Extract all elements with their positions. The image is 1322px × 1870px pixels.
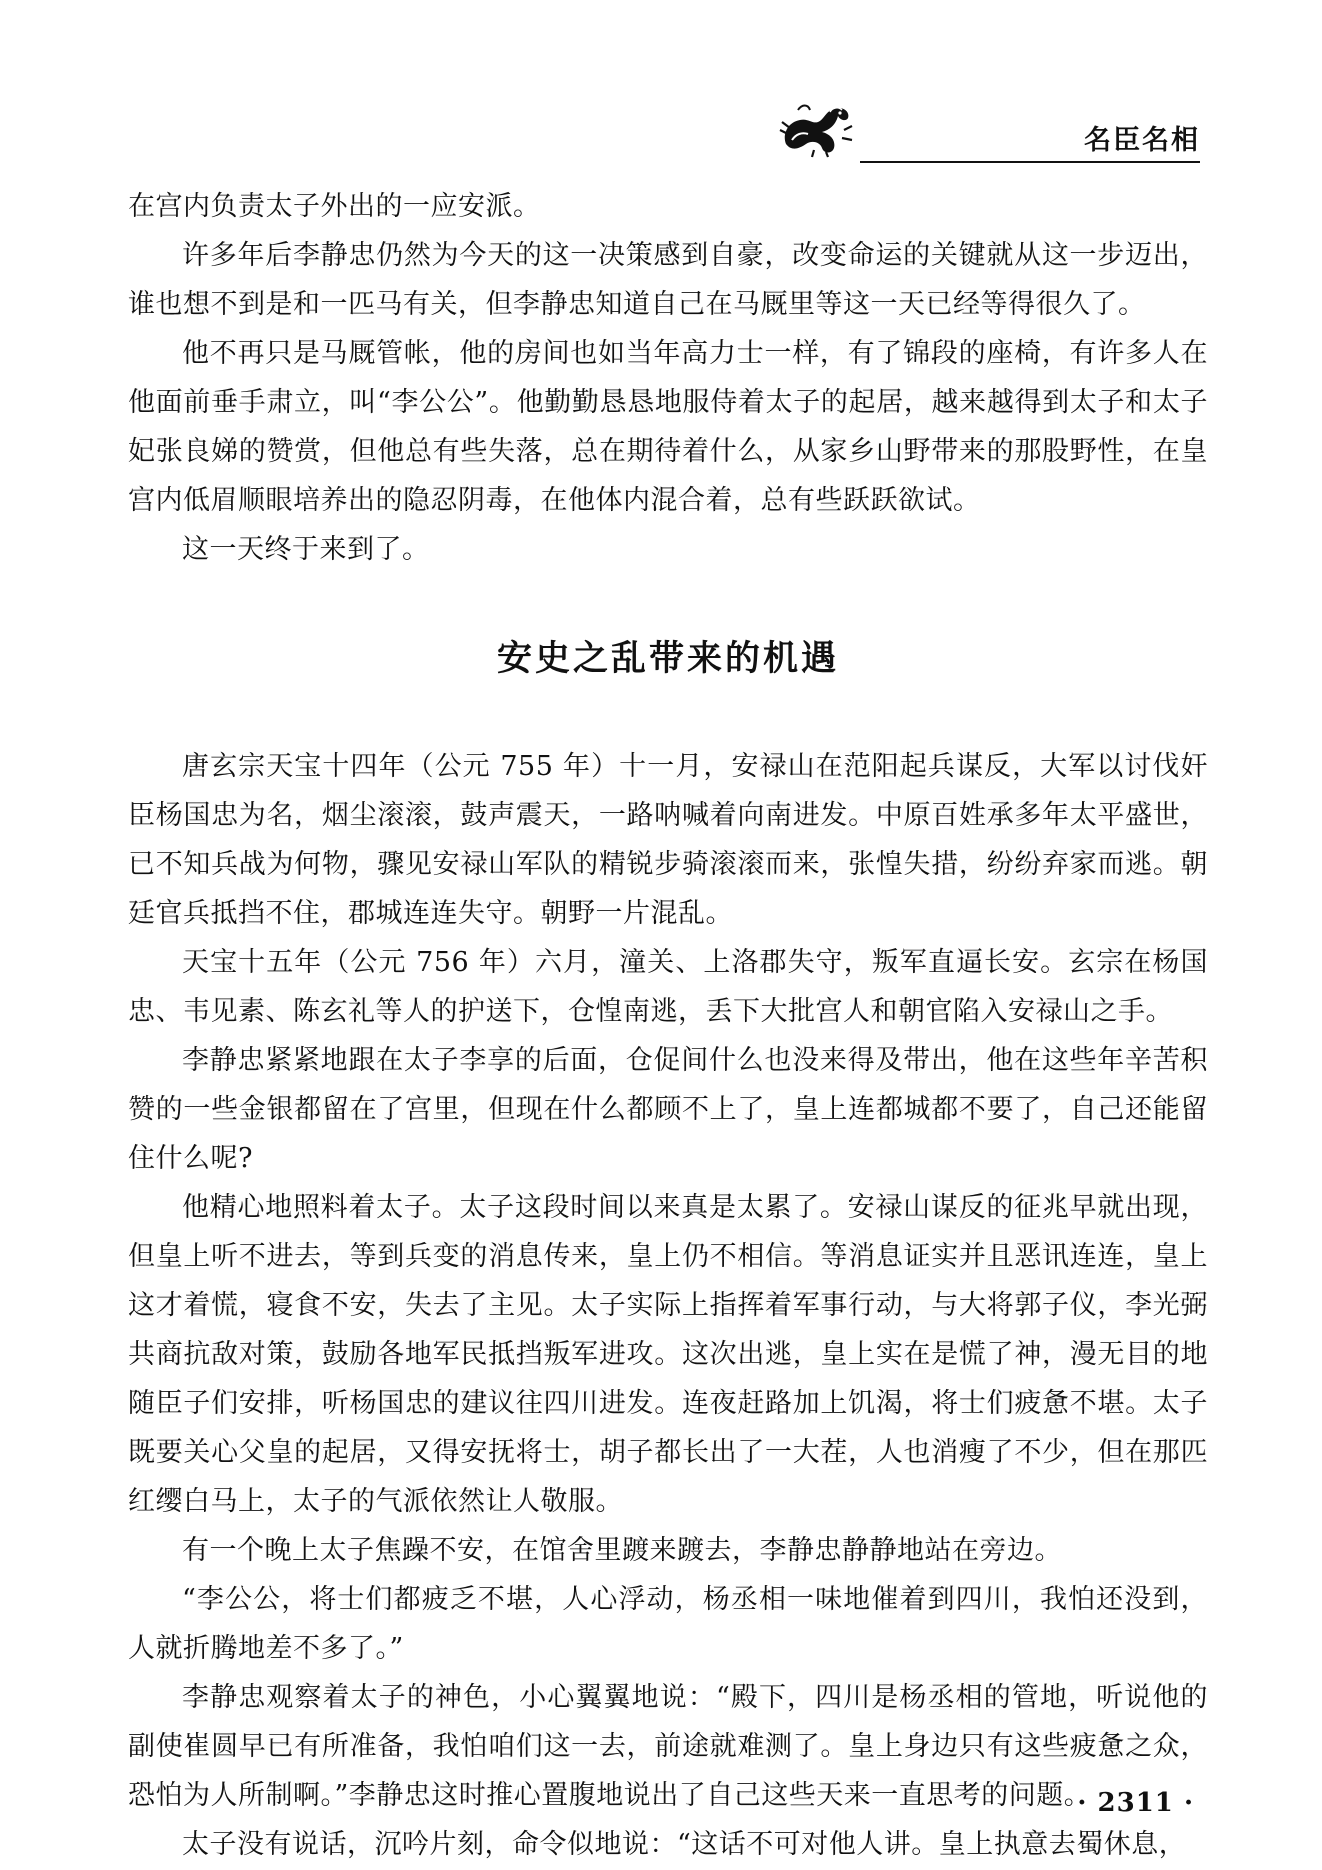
dragon-emblem-icon	[778, 100, 856, 158]
paragraph: 李静忠观察着太子的神色，小心翼翼地说：“殿下，四川是杨丞相的管地，听说他的副使崔圆早已有所准备，我怕咱们这一去，前途就难测了。皇上身边只有这些疲惫之众，恐怕为人所制啊。”李静忠这时推心置腹地说出了自己这些天来一直思考的问题。	[128, 1682, 1208, 1811]
paragraph: 这一天终于来到了。	[182, 534, 430, 565]
paragraph: 天宝十五年（公元 756 年）六月，潼关、上洛郡失守，叛军直逼长安。玄宗在杨国忠、韦见素、陈玄礼等人的护送下，仓惶南逃，丢下大批宫人和朝官陷入安禄山之手。	[128, 947, 1208, 1027]
paragraph: 太子没有说话，沉吟片刻，命令似地说：“这话不可对他人讲。皇上执意去蜀休息，	[182, 1829, 1187, 1860]
running-header	[750, 100, 1200, 160]
paragraph: 唐玄宗天宝十四年（公元 755 年）十一月，安禄山在范阳起兵谋反，大军以讨伐奸臣杨国忠为名，烟尘滚滚，鼓声震天，一路呐喊着向南进发。中原百姓承多年太平盛世，已不知兵战为何物，骤见安禄山军队的精锐步骑滚滚而来，张惶失措，纷纷弃家而逃。朝廷官兵抵挡不住，郡城连连失守。朝野一片混乱。	[128, 751, 1208, 929]
paragraph: 他精心地照料着太子。太子这段时间以来真是太累了。安禄山谋反的征兆早就出现，但皇上听不进去，等到兵变的消息传来，皇上仍不相信。等消息证实并且恶讯连连，皇上这才着慌，寝食不安，失去了主见。太子实际上指挥着军事行动，与大将郭子仪，李光弼共商抗敌对策，鼓励各地军民抵挡叛军进攻。这次出逃，皇上实在是慌了神，漫无目的地随臣子们安排，听杨国忠的建议往四川进发。连夜赶路加上饥渴，将士们疲惫不堪。太子既要关心父皇的起居，又得安抚将士，胡子都长出了一大茬，人也消瘦了不少，但在那匹红缨白马上，太子的气派依然让人敬服。	[128, 1192, 1208, 1517]
section-title: 名臣名相	[1084, 125, 1200, 156]
header-rule	[860, 161, 1200, 163]
paragraph: 他不再只是马厩管帐，他的房间也如当年高力士一样，有了锦段的座椅，有许多人在他面前垂手肃立，叫“李公公”。他勤勤恳恳地服侍着太子的起居，越来越得到太子和太子妃张良娣的赞赏，但他总有些失落，总在期待着什么，从家乡山野带来的那股野性，在皇宫内低眉顺眼培养出的隐忍阴毒，在他体内混合着，总有些跃跃欲试。	[128, 338, 1208, 516]
paragraph: 在宫内负责太子外出的一应安派。	[128, 191, 541, 222]
page-number: · 2311 ·	[1077, 1788, 1194, 1818]
paragraph: 有一个晚上太子焦躁不安，在馆舍里踱来踱去，李静忠静静地站在旁边。	[182, 1535, 1062, 1566]
paragraph: 许多年后李静忠仍然为今天的这一决策感到自豪，改变命运的关键就从这一步迈出，谁也想不到是和一匹马有关，但李静忠知道自己在马厩里等这一天已经等得很久了。	[128, 240, 1208, 320]
paragraph: “李公公，将士们都疲乏不堪，人心浮动，杨丞相一味地催着到四川，我怕还没到，人就折腾地差不多了。”	[128, 1584, 1208, 1664]
page-body	[128, 182, 1208, 1869]
paragraph: 李静忠紧紧地跟在太子李享的后面，仓促间什么也没来得及带出，他在这些年辛苦积赞的一些金银都留在了宫里，但现在什么都顾不上了，皇上连都城都不要了，自己还能留住什么呢?	[128, 1045, 1208, 1174]
chapter-title: 安史之乱带来的机遇	[496, 639, 839, 679]
